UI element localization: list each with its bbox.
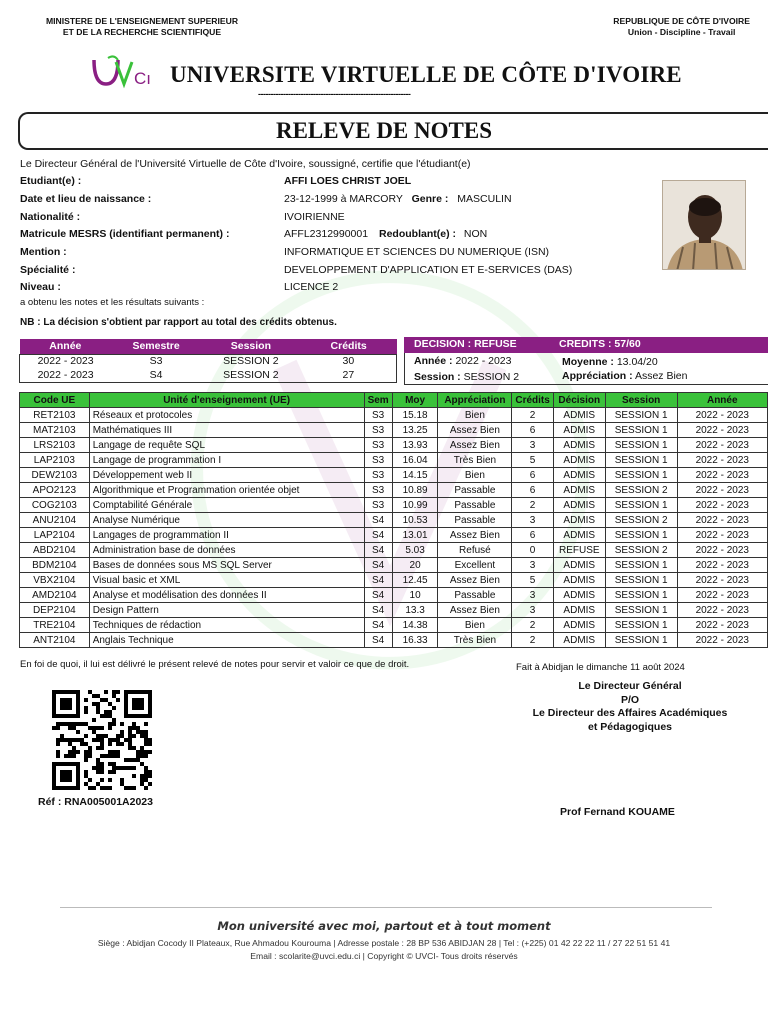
- grade-cell: 5.03: [392, 543, 438, 558]
- table-row: [20, 483, 768, 498]
- grade-cell: Langages de programmation II: [89, 528, 364, 543]
- semester-cell: S3: [149, 355, 163, 368]
- grade-cell: Assez Bien: [438, 528, 512, 543]
- ministry-line-2: ET DE LA RECHERCHE SCIENTIFIQUE: [62, 27, 222, 37]
- grade-cell: ADMIS: [553, 633, 605, 648]
- grade-cell: Développement web II: [89, 468, 364, 483]
- grade-cell: 3: [512, 603, 553, 618]
- grade-cell: 2: [512, 618, 553, 633]
- decision-annee-value: 2022 - 2023: [455, 355, 512, 367]
- grade-cell: ADMIS: [553, 528, 605, 543]
- grade-cell: ADMIS: [553, 618, 605, 633]
- grade-cell: AMD2104: [20, 588, 90, 603]
- gender-value: MASCULIN: [457, 193, 512, 205]
- table-row: [20, 498, 768, 513]
- nationality-value: IVOIRIENNE: [284, 211, 345, 223]
- credits-label: CREDITS : 57/60: [559, 338, 641, 350]
- grade-cell: Assez Bien: [438, 573, 512, 588]
- label-nationality: Nationalité :: [20, 211, 81, 223]
- grade-cell: S3: [364, 423, 392, 438]
- grade-cell: SESSION 1: [605, 558, 677, 573]
- grade-cell: S3: [364, 483, 392, 498]
- grade-cell: 13.3: [392, 603, 438, 618]
- table-row: [20, 603, 768, 618]
- decision-annee: [414, 355, 512, 367]
- grade-cell: SESSION 1: [605, 588, 677, 603]
- sign-line-2: P/O: [620, 693, 640, 706]
- grade-cell: APO2123: [20, 483, 90, 498]
- grade-cell: COG2103: [20, 498, 90, 513]
- grade-cell: 10.89: [392, 483, 438, 498]
- grade-cell: Réseaux et protocoles: [89, 408, 364, 423]
- grade-cell: ADMIS: [553, 513, 605, 528]
- foi-text: En foi de quoi, il lui est délivré le présent relevé de notes pour servir et valoir ce que de droit.: [20, 659, 410, 670]
- grade-cell: Passable: [438, 483, 512, 498]
- grade-cell: Analyse Numérique: [89, 513, 364, 528]
- matricule-value: AFFL2312990001: [284, 228, 369, 240]
- reference-number: Réf : RNA005001A2023: [38, 796, 153, 808]
- table-row: [20, 573, 768, 588]
- label-moyenne: Moyenne :: [562, 356, 614, 368]
- grade-cell: Bien: [438, 468, 512, 483]
- grade-cell: 5: [512, 453, 553, 468]
- grade-cell: SESSION 1: [605, 573, 677, 588]
- grade-cell: SESSION 1: [605, 633, 677, 648]
- grade-cell: 13.93: [392, 438, 438, 453]
- footer-address-block: [0, 937, 768, 963]
- document-title: RELEVE DE NOTES: [275, 118, 492, 143]
- grade-cell: 14.38: [392, 618, 438, 633]
- grade-cell: 3: [512, 513, 553, 528]
- signatory-name: Prof Fernand KOUAME: [560, 806, 675, 818]
- grade-cell: DEW2103: [20, 468, 90, 483]
- grade-cell: S3: [364, 498, 392, 513]
- footer-motto: Mon université avec moi, partout et à tout moment: [217, 919, 551, 933]
- label-mention: Mention :: [20, 246, 67, 258]
- grade-cell: Comptabilité Générale: [89, 498, 364, 513]
- grade-cell: MAT2103: [20, 423, 90, 438]
- footer-divider: [60, 907, 712, 908]
- grade-cell: 2022 - 2023: [677, 588, 767, 603]
- grade-cell: 2: [512, 408, 553, 423]
- grade-cell: 2: [512, 498, 553, 513]
- grade-cell: 15.18: [392, 408, 438, 423]
- grade-cell: S4: [364, 528, 392, 543]
- decision-header: [404, 337, 768, 353]
- grade-cell: VBX2104: [20, 573, 90, 588]
- grade-cell: Techniques de rédaction: [89, 618, 364, 633]
- grade-cell: ADMIS: [553, 603, 605, 618]
- col-annee: Année: [20, 339, 112, 354]
- grade-cell: S3: [364, 468, 392, 483]
- grade-cell: ADMIS: [553, 573, 605, 588]
- grade-cell: Bien: [438, 618, 512, 633]
- grade-cell: 2022 - 2023: [677, 438, 767, 453]
- grade-cell: S4: [364, 588, 392, 603]
- issue-date: Fait à Abidjan le dimanche 11 août 2024: [516, 662, 685, 673]
- semester-table-header: [20, 339, 397, 354]
- grade-cell: 10.99: [392, 498, 438, 513]
- grade-cell: 2022 - 2023: [677, 423, 767, 438]
- grades-col-header: Sem: [364, 393, 392, 408]
- grade-cell: 12.45: [392, 573, 438, 588]
- grade-cell: Algorithmique et Programmation orientée objet: [89, 483, 364, 498]
- grade-cell: S3: [364, 438, 392, 453]
- title-underline: -------------------------------------------------------------: [258, 89, 411, 99]
- grade-cell: S4: [364, 558, 392, 573]
- signature-block: [500, 680, 760, 734]
- table-row: [20, 588, 768, 603]
- label-specialite: Spécialité :: [20, 264, 76, 276]
- grade-cell: Passable: [438, 588, 512, 603]
- birth-value: 23-12-1999 à MARCORY: [284, 193, 403, 205]
- grade-cell: SESSION 1: [605, 528, 677, 543]
- grades-col-header: Moy: [392, 393, 438, 408]
- table-row: [20, 438, 768, 453]
- grade-cell: Assez Bien: [438, 438, 512, 453]
- decision-moyenne: [562, 356, 658, 368]
- col-session: Session: [201, 339, 301, 354]
- grade-cell: Bien: [438, 408, 512, 423]
- intro-text: Le Directeur Général de l'Université Virtuelle de Côte d'Ivoire, soussigné, certifie que l'étudiant(e): [20, 158, 471, 170]
- footer-email: Email : scolarite@uvci.edu.ci | Copyright © UVCI- Tous droits réservés: [250, 951, 518, 961]
- grade-cell: Passable: [438, 498, 512, 513]
- grades-col-header: Code UE: [20, 393, 90, 408]
- semester-row: [20, 354, 397, 368]
- grade-cell: S3: [364, 453, 392, 468]
- republic-line-2: Union - Discipline - Travail: [627, 27, 736, 37]
- semester-row: [20, 368, 397, 382]
- table-row: [20, 453, 768, 468]
- grade-cell: 16.04: [392, 453, 438, 468]
- col-credits: Crédits: [301, 339, 397, 354]
- grade-cell: TRE2104: [20, 618, 90, 633]
- grade-cell: Anglais Technique: [89, 633, 364, 648]
- semester-cell: 2022 - 2023: [37, 368, 94, 381]
- grade-cell: Langage de programmation I: [89, 453, 364, 468]
- grade-cell: 2: [512, 633, 553, 648]
- grade-cell: 10: [392, 588, 438, 603]
- grade-cell: LRS2103: [20, 438, 90, 453]
- nb-note: NB : La décision s'obtient par rapport au total des crédits obtenus.: [20, 317, 337, 328]
- decision-session: [414, 371, 519, 383]
- table-row: [20, 633, 768, 648]
- label-decision-session: Session :: [414, 371, 461, 383]
- grade-cell: 2022 - 2023: [677, 618, 767, 633]
- table-row: [20, 543, 768, 558]
- footer-address: Siège : Abidjan Cocody II Plateaux, Rue Ahmadou Kourouma | Adresse postale : 28 BP 536 ABIDJAN 28 | Tel : (+225) 01 42 22 22 11 / 27 22 51 51 41: [97, 938, 671, 948]
- grades-col-header: Appréciation: [438, 393, 512, 408]
- grade-cell: 2022 - 2023: [677, 468, 767, 483]
- sign-line-3: Le Directeur des Affaires Académiques: [532, 707, 728, 719]
- grade-cell: 10.53: [392, 513, 438, 528]
- sign-line-4: et Pédagogiques: [587, 720, 672, 733]
- grade-cell: 5: [512, 573, 553, 588]
- ministry-line-1: MINISTERE DE L'ENSEIGNEMENT SUPERIEUR: [45, 16, 239, 26]
- sign-line-1: Le Directeur Général: [578, 680, 682, 692]
- grade-cell: SESSION 2: [605, 483, 677, 498]
- grade-cell: 2022 - 2023: [677, 633, 767, 648]
- grade-cell: Langage de requête SQL: [89, 438, 364, 453]
- col-semestre: Semestre: [111, 339, 201, 354]
- grade-cell: 3: [512, 558, 553, 573]
- label-niveau: Niveau :: [20, 281, 61, 293]
- ministry-header: [22, 16, 262, 38]
- decision-label: DECISION : REFUSE: [414, 338, 517, 350]
- table-row: [20, 558, 768, 573]
- student-photo: [662, 180, 746, 270]
- semester-cell: 2022 - 2023: [37, 355, 94, 368]
- grade-cell: ANT2104: [20, 633, 90, 648]
- semester-cell: SESSION 2: [223, 355, 279, 368]
- semester-cell: SESSION 2: [223, 368, 279, 381]
- grade-cell: ADMIS: [553, 423, 605, 438]
- grade-cell: REFUSE: [553, 543, 605, 558]
- table-row: [20, 618, 768, 633]
- table-row: [20, 408, 768, 423]
- grade-cell: 2022 - 2023: [677, 408, 767, 423]
- label-gender: Genre :: [411, 193, 449, 205]
- grade-cell: SESSION 1: [605, 498, 677, 513]
- grade-cell: LAP2103: [20, 453, 90, 468]
- grade-cell: 2022 - 2023: [677, 483, 767, 498]
- label-decision-annee: Année :: [414, 355, 453, 367]
- label-appreciation: Appréciation :: [562, 370, 633, 382]
- grade-cell: 2022 - 2023: [677, 513, 767, 528]
- grade-cell: SESSION 2: [605, 513, 677, 528]
- grades-table-header: [20, 393, 768, 408]
- grade-cell: Assez Bien: [438, 423, 512, 438]
- grade-cell: SESSION 2: [605, 543, 677, 558]
- table-row: [20, 528, 768, 543]
- grade-cell: ANU2104: [20, 513, 90, 528]
- grade-cell: BDM2104: [20, 558, 90, 573]
- grade-cell: 2022 - 2023: [677, 573, 767, 588]
- table-row: [20, 468, 768, 483]
- grade-cell: 2022 - 2023: [677, 558, 767, 573]
- grade-cell: ADMIS: [553, 558, 605, 573]
- grade-cell: SESSION 1: [605, 408, 677, 423]
- decision-session-value: SESSION 2: [463, 371, 520, 383]
- semester-cell: S4: [149, 368, 163, 381]
- grade-cell: ADMIS: [553, 588, 605, 603]
- svg-text:Cı: Cı: [134, 69, 151, 88]
- grades-col-header: Session: [605, 393, 677, 408]
- grade-cell: 6: [512, 468, 553, 483]
- grade-cell: 2022 - 2023: [677, 453, 767, 468]
- grade-cell: 2022 - 2023: [677, 543, 767, 558]
- matricule-info: [284, 228, 487, 240]
- grade-cell: LAP2104: [20, 528, 90, 543]
- grade-cell: Excellent: [438, 558, 512, 573]
- table-row: [20, 423, 768, 438]
- grade-cell: Design Pattern: [89, 603, 364, 618]
- grade-cell: 3: [512, 588, 553, 603]
- grade-cell: S4: [364, 633, 392, 648]
- birth-info: [284, 193, 512, 205]
- label-redoublant: Redoublant(e) :: [379, 228, 456, 240]
- grade-cell: S4: [364, 603, 392, 618]
- university-name: UNIVERSITE VIRTUELLE DE CÔTE D'IVOIRE: [170, 62, 682, 87]
- grade-cell: Passable: [438, 513, 512, 528]
- specialite-value: DEVELOPPEMENT D'APPLICATION ET E-SERVICES (DAS): [284, 264, 573, 276]
- redoublant-value: NON: [463, 228, 488, 240]
- grade-cell: 2022 - 2023: [677, 528, 767, 543]
- qr-code: [52, 690, 152, 790]
- republic-header: [613, 16, 750, 38]
- republic-line-1: REPUBLIQUE DE CÔTE D'IVOIRE: [613, 16, 750, 26]
- grade-cell: 2022 - 2023: [677, 498, 767, 513]
- label-student: Etudiant(e) :: [20, 175, 82, 187]
- grade-cell: S4: [364, 513, 392, 528]
- grade-cell: ADMIS: [553, 438, 605, 453]
- grade-cell: RET2103: [20, 408, 90, 423]
- grade-cell: 6: [512, 528, 553, 543]
- grades-col-header: Unité d'enseignement (UE): [89, 393, 364, 408]
- grade-cell: Mathématiques III: [89, 423, 364, 438]
- semester-cell: 30: [342, 355, 355, 368]
- mention-value: INFORMATIQUE ET SCIENCES DU NUMERIQUE (ISN): [284, 246, 550, 258]
- grade-cell: 6: [512, 483, 553, 498]
- moyenne-value: 13.04/20: [616, 356, 658, 368]
- grade-cell: 6: [512, 423, 553, 438]
- semester-summary-table: [19, 339, 397, 383]
- grade-cell: SESSION 1: [605, 618, 677, 633]
- grades-col-header: Crédits: [512, 393, 553, 408]
- grade-cell: SESSION 1: [605, 453, 677, 468]
- grade-cell: Très Bien: [438, 633, 512, 648]
- grades-col-header: Décision: [553, 393, 605, 408]
- obtained-text: a obtenu les notes et les résultats suivants :: [20, 297, 205, 308]
- grade-cell: 16.33: [392, 633, 438, 648]
- appreciation-value: Assez Bien: [634, 370, 688, 382]
- grade-cell: 14.15: [392, 468, 438, 483]
- grade-cell: S4: [364, 618, 392, 633]
- grade-cell: ABD2104: [20, 543, 90, 558]
- grade-cell: S4: [364, 573, 392, 588]
- grade-cell: Refusé: [438, 543, 512, 558]
- grade-cell: S3: [364, 408, 392, 423]
- grade-cell: SESSION 1: [605, 423, 677, 438]
- label-matricule: Matricule MESRS (identifiant permanent) :: [20, 228, 230, 240]
- grade-cell: 3: [512, 438, 553, 453]
- grade-cell: 13.25: [392, 423, 438, 438]
- niveau-value: LICENCE 2: [284, 281, 339, 293]
- grade-cell: DEP2104: [20, 603, 90, 618]
- grade-cell: SESSION 1: [605, 468, 677, 483]
- semester-cell: 27: [342, 368, 355, 381]
- grade-cell: ADMIS: [553, 468, 605, 483]
- grade-cell: Analyse et modélisation des données II: [89, 588, 364, 603]
- grade-cell: S4: [364, 543, 392, 558]
- uvci-logo: [90, 54, 156, 90]
- grade-cell: 2022 - 2023: [677, 603, 767, 618]
- grade-cell: Très Bien: [438, 453, 512, 468]
- grade-cell: 0: [512, 543, 553, 558]
- grades-table: [19, 392, 768, 648]
- grade-cell: ADMIS: [553, 408, 605, 423]
- grade-cell: SESSION 1: [605, 438, 677, 453]
- grade-cell: Bases de données sous MS SQL Server: [89, 558, 364, 573]
- grades-col-header: Année: [677, 393, 767, 408]
- grade-cell: ADMIS: [553, 453, 605, 468]
- grade-cell: ADMIS: [553, 498, 605, 513]
- grade-cell: ADMIS: [553, 483, 605, 498]
- grade-cell: Administration base de données: [89, 543, 364, 558]
- label-birth: Date et lieu de naissance :: [20, 193, 152, 205]
- grade-cell: Assez Bien: [438, 603, 512, 618]
- table-row: [20, 513, 768, 528]
- grade-cell: SESSION 1: [605, 603, 677, 618]
- grade-cell: 13.01: [392, 528, 438, 543]
- grade-cell: Visual basic et XML: [89, 573, 364, 588]
- decision-appreciation: [562, 370, 687, 382]
- grade-cell: 20: [392, 558, 438, 573]
- student-name: AFFI LOES CHRIST JOEL: [284, 175, 412, 187]
